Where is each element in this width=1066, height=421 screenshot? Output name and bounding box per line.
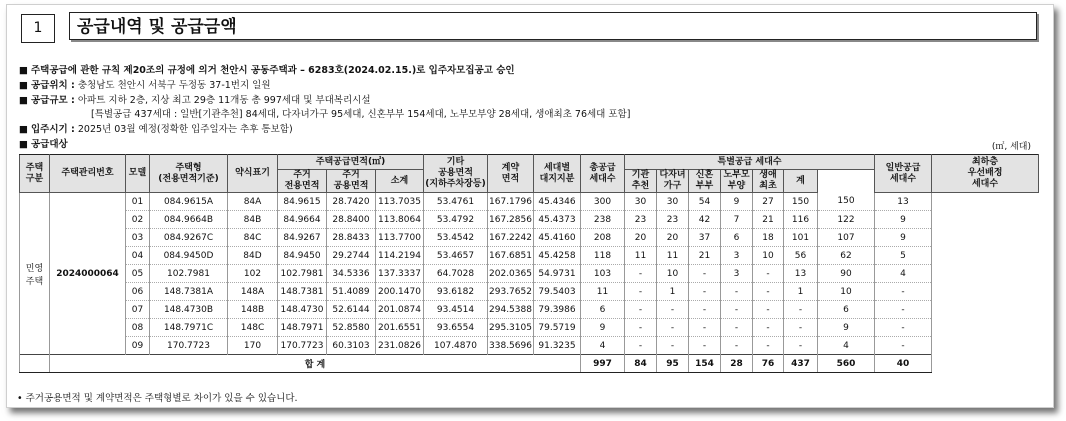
table-cell: 79.5403 xyxy=(534,283,581,301)
table-cell: 05 xyxy=(126,265,150,283)
table-cell: 084.9664B xyxy=(150,211,228,229)
total-cell: 84 xyxy=(625,355,657,373)
table-cell: 53.4657 xyxy=(424,247,488,265)
table-cell: 137.3337 xyxy=(376,265,424,283)
header-housing-type: 주택 구분 xyxy=(20,155,50,193)
total-blank xyxy=(20,355,50,373)
table-cell: 60.3103 xyxy=(327,337,376,355)
table-cell: - xyxy=(753,301,784,319)
table-cell: 084.9615A xyxy=(150,193,228,211)
footnote: • 주거공용면적 및 계약면적은 주택형별로 차이가 있을 수 있습니다. xyxy=(17,393,298,404)
header-total-supply: 총공급 세대수 xyxy=(581,155,625,193)
table-cell: 84D xyxy=(228,247,278,265)
info-location: ■ 공급위치 : 충청남도 천안시 서북구 두정동 37-1번지 일원 xyxy=(19,80,271,91)
table-cell: 167.1796 xyxy=(488,193,534,211)
table-row xyxy=(20,301,1039,319)
table-cell: 23 xyxy=(625,211,657,229)
table-cell: 9 xyxy=(721,193,753,211)
table-cell: - xyxy=(689,319,721,337)
table-cell: 84.9615 xyxy=(278,193,327,211)
table-cell: 90 xyxy=(818,265,875,283)
table-cell: 084.9450D xyxy=(150,247,228,265)
table-cell: - xyxy=(657,301,689,319)
table-cell: 167.6851 xyxy=(488,247,534,265)
table-cell: 27 xyxy=(753,193,784,211)
total-cell: 997 xyxy=(581,355,625,373)
table-cell: 4 xyxy=(818,337,875,355)
mgmt-no-cell: 2024000064 xyxy=(50,193,126,355)
table-cell: 107 xyxy=(818,229,875,247)
table-cell: 294.5388 xyxy=(488,301,534,319)
table-cell: 102 xyxy=(228,265,278,283)
header-multi-child: 다자녀 가구 xyxy=(657,170,689,193)
table-cell: - xyxy=(784,337,818,355)
header-special: 특별공급 세대수 xyxy=(625,155,875,170)
table-cell: 1 xyxy=(657,283,689,301)
table-cell: - xyxy=(753,283,784,301)
table-cell: - xyxy=(875,283,932,301)
table-cell: 9 xyxy=(581,319,625,337)
table-cell: 4 xyxy=(875,265,932,283)
table-cell: 10 xyxy=(818,283,875,301)
table-cell: 37 xyxy=(689,229,721,247)
table-cell: 148.7381 xyxy=(278,283,327,301)
header-parents: 노부모 부양 xyxy=(721,170,753,193)
total-cell: 28 xyxy=(721,355,753,373)
table-cell: 45.4346 xyxy=(534,193,581,211)
table-cell: 07 xyxy=(126,301,150,319)
table-cell: 11 xyxy=(625,247,657,265)
table-cell: 10 xyxy=(753,247,784,265)
table-cell: 101 xyxy=(784,229,818,247)
table-cell: 202.0365 xyxy=(488,265,534,283)
total-label: 합 계 xyxy=(50,355,581,373)
info-scale: ■ 공급규모 : 아파트 지하 2층, 지상 최고 29층 11개동 총 997세대 및 부대복리시설 xyxy=(19,95,371,106)
table-cell: 4 xyxy=(581,337,625,355)
table-cell: 84B xyxy=(228,211,278,229)
table-cell: 03 xyxy=(126,229,150,247)
table-row xyxy=(20,337,1039,355)
table-cell: 34.5336 xyxy=(327,265,376,283)
table-cell: 5 xyxy=(875,247,932,265)
table-cell: 45.4258 xyxy=(534,247,581,265)
table-cell: 79.5719 xyxy=(534,319,581,337)
table-cell: 56 xyxy=(784,247,818,265)
table-cell: 18 xyxy=(753,229,784,247)
table-cell: 148C xyxy=(228,319,278,337)
table-cell: 84C xyxy=(228,229,278,247)
header-lowest-floor: 최하층 우선배정 세대수 xyxy=(932,155,1039,193)
table-cell: - xyxy=(875,301,932,319)
table-cell: 102.7981 xyxy=(150,265,228,283)
table-cell: 45.4373 xyxy=(534,211,581,229)
header-agency: 기관 추천 xyxy=(625,170,657,193)
header-common: 주거 공용면적 xyxy=(327,170,376,193)
table-cell: 148A xyxy=(228,283,278,301)
table-row xyxy=(20,319,1039,337)
table-cell: 148.4730 xyxy=(278,301,327,319)
table-cell: 148.7971 xyxy=(278,319,327,337)
table-cell: 113.7035 xyxy=(376,193,424,211)
table-cell: 02 xyxy=(126,211,150,229)
table-cell: 170.7723 xyxy=(278,337,327,355)
table-cell: 9 xyxy=(875,211,932,229)
table-cell: 6 xyxy=(818,301,875,319)
table-cell: - xyxy=(721,319,753,337)
table-cell: 295.3105 xyxy=(488,319,534,337)
header-mgmt-no: 주택관리번호 xyxy=(50,155,126,193)
table-cell: 53.4542 xyxy=(424,229,488,247)
table-cell: 51.4089 xyxy=(327,283,376,301)
table-cell: 201.6551 xyxy=(376,319,424,337)
table-cell: 28.8433 xyxy=(327,229,376,247)
total-cell: 95 xyxy=(657,355,689,373)
table-row xyxy=(20,247,1039,265)
table-cell: 148.7971C xyxy=(150,319,228,337)
header-supply-area: 주택공급면적(㎡) xyxy=(278,155,424,170)
table-cell: 116 xyxy=(784,211,818,229)
table-cell: 148B xyxy=(228,301,278,319)
table-cell: 93.4514 xyxy=(424,301,488,319)
table-cell: 293.7652 xyxy=(488,283,534,301)
table-cell: 167.2242 xyxy=(488,229,534,247)
total-row xyxy=(20,355,1039,373)
table-cell: - xyxy=(689,283,721,301)
table-cell: 300 xyxy=(581,193,625,211)
table-cell: 01 xyxy=(126,193,150,211)
table-cell: 102.7981 xyxy=(278,265,327,283)
table-cell: - xyxy=(753,337,784,355)
table-cell: 170 xyxy=(228,337,278,355)
table-cell: 93.6182 xyxy=(424,283,488,301)
table-cell: 107.4870 xyxy=(424,337,488,355)
header-abbr: 약식표기 xyxy=(228,155,278,193)
table-cell: 64.7028 xyxy=(424,265,488,283)
table-cell: 338.5696 xyxy=(488,337,534,355)
housing-type-cell: 민영 주택 xyxy=(20,193,50,355)
table-cell: 23 xyxy=(657,211,689,229)
table-cell: 238 xyxy=(581,211,625,229)
table-cell: - xyxy=(753,319,784,337)
table-cell: 20 xyxy=(657,229,689,247)
table-cell: 150 xyxy=(818,193,875,211)
table-cell: 10 xyxy=(657,265,689,283)
table-cell: 93.6554 xyxy=(424,319,488,337)
table-cell: 170.7723 xyxy=(150,337,228,355)
table-cell: 9 xyxy=(818,319,875,337)
supply-table xyxy=(19,154,1039,373)
section-title: 공급내역 및 공급금액 xyxy=(69,12,1037,40)
table-cell: 3 xyxy=(721,247,753,265)
table-cell: - xyxy=(689,265,721,283)
table-cell: - xyxy=(784,301,818,319)
table-cell: - xyxy=(721,301,753,319)
info-approval: ■ 주택공급에 관한 규칙 제20조의 규정에 의거 천안시 공동주택과 – 6283호(2024.02.15.)로 입주자모집공고 승인 xyxy=(19,65,515,76)
table-cell: - xyxy=(721,283,753,301)
table-cell: - xyxy=(657,319,689,337)
table-cell: - xyxy=(689,337,721,355)
table-cell: 13 xyxy=(784,265,818,283)
table-cell: - xyxy=(753,265,784,283)
table-cell: 84.9267 xyxy=(278,229,327,247)
table-cell: 113.8064 xyxy=(376,211,424,229)
table-row xyxy=(20,211,1039,229)
header-land-share: 세대별 대지지분 xyxy=(534,155,581,193)
table-cell: 9 xyxy=(875,229,932,247)
header-first-time: 생애 최초 xyxy=(753,170,784,193)
unit-label: (㎡, 세대) xyxy=(991,142,1031,152)
table-cell: 150 xyxy=(784,193,818,211)
header-subtotal: 소계 xyxy=(376,170,424,193)
table-cell: 04 xyxy=(126,247,150,265)
table-cell: 52.8580 xyxy=(327,319,376,337)
table-cell: - xyxy=(875,337,932,355)
table-cell: 1 xyxy=(784,283,818,301)
table-cell: 122 xyxy=(818,211,875,229)
table-cell: 118 xyxy=(581,247,625,265)
table-cell: 91.3235 xyxy=(534,337,581,355)
table-cell: 231.0826 xyxy=(376,337,424,355)
table-cell: 167.2856 xyxy=(488,211,534,229)
info-move-in: ■ 입주시기 : 2025년 03월 예정(정확한 입주일자는 추후 통보함) xyxy=(19,124,293,135)
table-cell: 52.6144 xyxy=(327,301,376,319)
table-cell: 13 xyxy=(875,193,932,211)
table-cell: 103 xyxy=(581,265,625,283)
table-cell: 6 xyxy=(581,301,625,319)
table-cell: 113.7700 xyxy=(376,229,424,247)
document-page xyxy=(6,4,1054,408)
table-cell: 54.9731 xyxy=(534,265,581,283)
section-number: 1 xyxy=(21,14,55,43)
info-scale-detail: [특별공급 437세대 : 일반[기관추천] 84세대, 다자녀가구 95세대, 신혼부부 154세대, 노부모부양 28세대, 생애최초 76세대 포함] xyxy=(91,109,631,120)
total-cell: 40 xyxy=(875,355,932,373)
table-cell: 62 xyxy=(818,247,875,265)
table-cell: 208 xyxy=(581,229,625,247)
table-cell: 114.2194 xyxy=(376,247,424,265)
table-cell: 84A xyxy=(228,193,278,211)
table-cell: 20 xyxy=(625,229,657,247)
header-contract-area: 계약 면적 xyxy=(488,155,534,193)
table-cell: 84.9664 xyxy=(278,211,327,229)
table-cell: 11 xyxy=(657,247,689,265)
table-row xyxy=(20,265,1039,283)
header-exclusive: 주거 전용면적 xyxy=(278,170,327,193)
total-cell: 154 xyxy=(689,355,721,373)
table-cell: 08 xyxy=(126,319,150,337)
table-cell: 54 xyxy=(689,193,721,211)
table-cell: 53.4792 xyxy=(424,211,488,229)
header-type: 주택형 (전용면적기준) xyxy=(150,155,228,193)
header-model: 모델 xyxy=(126,155,150,193)
table-cell: - xyxy=(625,265,657,283)
table-cell: 6 xyxy=(721,229,753,247)
table-cell: 84.9450 xyxy=(278,247,327,265)
table-cell: 21 xyxy=(689,247,721,265)
table-cell: 79.3986 xyxy=(534,301,581,319)
table-cell: - xyxy=(625,319,657,337)
table-row xyxy=(20,193,1039,211)
table-cell: - xyxy=(625,301,657,319)
table-cell: - xyxy=(625,283,657,301)
table-cell: - xyxy=(689,301,721,319)
header-other-area: 기타 공용면적 (지하주차장등) xyxy=(424,155,488,193)
table-cell: 30 xyxy=(625,193,657,211)
header-newlywed: 신혼 부부 xyxy=(689,170,721,193)
table-cell: 200.1470 xyxy=(376,283,424,301)
table-cell: 29.2744 xyxy=(327,247,376,265)
table-cell: 201.0874 xyxy=(376,301,424,319)
table-cell: 21 xyxy=(753,211,784,229)
total-cell: 437 xyxy=(784,355,818,373)
table-cell: 148.4730B xyxy=(150,301,228,319)
total-cell: 560 xyxy=(818,355,875,373)
table-cell: - xyxy=(721,337,753,355)
table-cell: - xyxy=(625,337,657,355)
header-special-sum: 계 xyxy=(784,170,818,193)
table-cell: - xyxy=(875,319,932,337)
table-cell: 45.4160 xyxy=(534,229,581,247)
table-cell: 084.9267C xyxy=(150,229,228,247)
table-cell: 42 xyxy=(689,211,721,229)
table-cell: - xyxy=(657,337,689,355)
table-cell: 06 xyxy=(126,283,150,301)
info-target: ■ 공급대상 xyxy=(19,139,68,150)
table-cell: 11 xyxy=(581,283,625,301)
table-cell: 09 xyxy=(126,337,150,355)
table-row xyxy=(20,229,1039,247)
table-cell: - xyxy=(784,319,818,337)
table-cell: 3 xyxy=(721,265,753,283)
table-cell: 28.8400 xyxy=(327,211,376,229)
table-cell: 148.7381A xyxy=(150,283,228,301)
table-cell: 28.7420 xyxy=(327,193,376,211)
table-cell: 53.4761 xyxy=(424,193,488,211)
header-general: 일반공급 세대수 xyxy=(875,155,932,193)
table-cell: 7 xyxy=(721,211,753,229)
table-cell: 30 xyxy=(657,193,689,211)
total-cell: 76 xyxy=(753,355,784,373)
table-row xyxy=(20,283,1039,301)
